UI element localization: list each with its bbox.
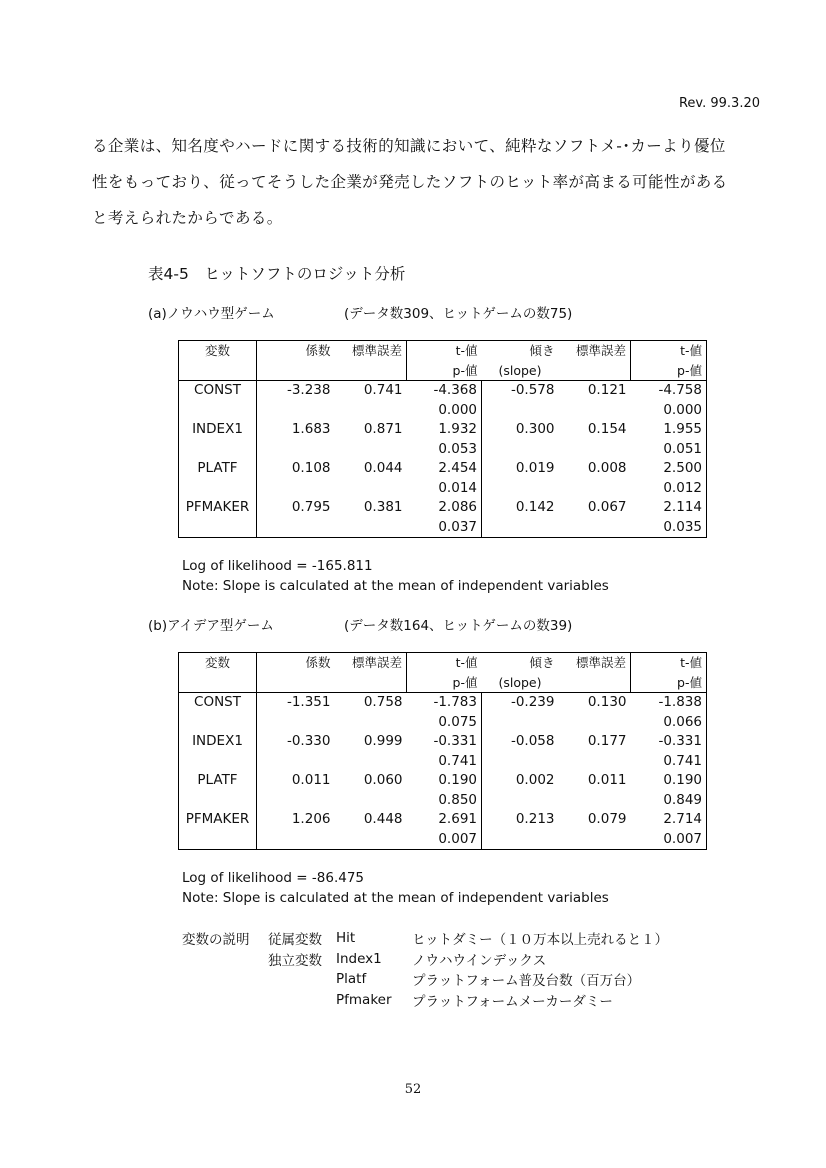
- variable-name: INDEX1: [179, 420, 257, 440]
- description-label: [182, 949, 268, 970]
- column-header: t-値: [631, 653, 707, 673]
- column-header: [559, 361, 631, 381]
- coefficient-cell: 1.206: [291, 811, 331, 827]
- slope-t-value-cell: 2.500: [663, 460, 702, 476]
- slope-std-error-cell: 0.130: [587, 694, 627, 710]
- empty-cell: [179, 440, 257, 460]
- coefficient-cell: 0.011: [291, 772, 331, 788]
- coefficient-cell: 0.108: [291, 460, 331, 476]
- column-header: [179, 673, 257, 693]
- column-header: (slope): [482, 673, 559, 693]
- page-number: 52: [404, 1082, 422, 1097]
- header-row: [179, 653, 707, 673]
- column-header: 傾き: [529, 655, 555, 670]
- empty-cell: [335, 440, 407, 460]
- column-header: p-値: [631, 361, 707, 381]
- table-title: 表4-5 ヒットソフトのロジット分析: [148, 265, 406, 283]
- table-row: [179, 771, 707, 791]
- coefficient-cell: 1.683: [291, 421, 331, 437]
- empty-cell: [257, 830, 335, 850]
- column-header: p-値: [407, 673, 482, 693]
- empty-cell: [179, 401, 257, 421]
- std-error-cell: 0.381: [363, 499, 403, 515]
- std-error-cell: 0.044: [363, 460, 403, 476]
- empty-cell: [482, 830, 559, 850]
- panel-a-note: Note: Slope is calculated at the mean of independent variables: [182, 578, 609, 594]
- panel-b-note: Note: Slope is calculated at the mean of independent variables: [182, 890, 609, 906]
- panel-a-sample: (データ数309、ヒットゲームの数75): [344, 306, 573, 322]
- panel-a-caption: (a)ノウハウ型ゲーム: [148, 306, 275, 322]
- empty-cell: [179, 791, 257, 811]
- std-error-cell: 0.871: [363, 421, 403, 437]
- panel-b-caption: (b)アイデア型ゲーム: [148, 618, 274, 634]
- table-row: [179, 459, 707, 479]
- table-row: [179, 479, 707, 499]
- column-header: [179, 361, 257, 381]
- empty-cell: [179, 479, 257, 499]
- variable-meaning: ヒットダミー（１０万本以上売れると１）: [412, 932, 669, 949]
- t-value-cell: 0.190: [438, 772, 477, 788]
- column-header: (slope): [482, 361, 559, 381]
- column-header: 変数: [179, 653, 257, 673]
- empty-cell: [559, 518, 631, 538]
- column-header: [257, 673, 335, 693]
- slope-cell: 0.002: [482, 771, 559, 791]
- column-header: t-値: [631, 341, 707, 361]
- variable-description-row: [182, 949, 668, 970]
- table-row: [179, 693, 707, 713]
- p-value-cell: 0.000: [438, 401, 477, 418]
- empty-cell: [257, 401, 335, 421]
- slope-p-value-cell: 0.051: [663, 440, 702, 457]
- variable-name: INDEX1: [179, 732, 257, 752]
- empty-cell: [179, 518, 257, 538]
- header-row: [179, 673, 707, 693]
- column-header: 変数: [179, 341, 257, 361]
- empty-cell: [257, 479, 335, 499]
- table-row: [179, 752, 707, 772]
- panel-b-loglik: Log of likelihood = -86.475: [182, 870, 364, 886]
- revision-date: Rev. 99.3.20: [678, 96, 760, 111]
- body-paragraph: [92, 128, 772, 236]
- variable-name: PFMAKER: [179, 498, 257, 518]
- empty-cell: [482, 791, 559, 811]
- slope-std-error-cell: 0.011: [587, 772, 627, 788]
- coefficient-cell: -1.351: [286, 694, 331, 710]
- column-header: t-値: [407, 341, 482, 361]
- empty-cell: [559, 752, 631, 772]
- empty-cell: [179, 752, 257, 772]
- p-value-cell: 0.850: [438, 791, 477, 808]
- slope-cell: 0.019: [482, 459, 559, 479]
- slope-cell: -0.578: [482, 381, 559, 401]
- empty-cell: [179, 830, 257, 850]
- column-header: p-値: [407, 361, 482, 381]
- empty-cell: [335, 401, 407, 421]
- column-header: 標準誤差: [575, 655, 626, 670]
- header-row: [179, 361, 707, 381]
- slope-p-value-cell: 0.741: [663, 752, 702, 769]
- table-row: [179, 791, 707, 811]
- table-row: [179, 498, 707, 518]
- variable-code: Index1: [336, 950, 382, 967]
- slope-t-value-cell: 1.955: [663, 421, 702, 437]
- table-row: [179, 713, 707, 733]
- header-row: [179, 341, 707, 361]
- column-header: p-値: [631, 673, 707, 693]
- column-header: [335, 361, 407, 381]
- column-header: 傾き: [529, 343, 555, 358]
- empty-cell: [559, 401, 631, 421]
- slope-cell: -0.239: [482, 693, 559, 713]
- p-value-cell: 0.007: [407, 830, 482, 850]
- empty-cell: [335, 791, 407, 811]
- empty-cell: [257, 518, 335, 538]
- p-value-cell: 0.014: [438, 479, 477, 496]
- empty-cell: [335, 713, 407, 733]
- panel-a-table: [178, 340, 707, 538]
- slope-std-error-cell: 0.008: [587, 460, 627, 476]
- std-error-cell: 0.060: [363, 772, 403, 788]
- variable-name: PLATF: [179, 771, 257, 791]
- slope-p-value-cell: 0.012: [663, 479, 702, 496]
- column-header: t-値: [407, 653, 482, 673]
- slope-p-value-cell: 0.035: [663, 518, 702, 535]
- slope-cell: 0.213: [482, 810, 559, 830]
- table-row: [179, 420, 707, 440]
- empty-cell: [482, 713, 559, 733]
- empty-cell: [482, 440, 559, 460]
- empty-cell: [482, 479, 559, 499]
- table-row: [179, 830, 707, 850]
- empty-cell: [559, 479, 631, 499]
- body-line: 性をもっており、従ってそうした企業が発売したソフトのヒット率が高まる可能性がある: [92, 173, 728, 191]
- variable-meaning: プラットフォームメーカーダミー: [412, 993, 613, 1010]
- variable-kind: 従属変数: [268, 932, 322, 949]
- std-error-cell: 0.741: [363, 382, 403, 398]
- column-header: 標準誤差: [575, 343, 626, 358]
- empty-cell: [257, 440, 335, 460]
- slope-p-value-cell: 0.066: [663, 713, 702, 730]
- description-label: [182, 990, 268, 1011]
- empty-cell: [335, 479, 407, 499]
- body-line: と考えられたからである。: [92, 209, 283, 227]
- column-header: 標準誤差: [351, 655, 402, 670]
- panel-a-header: [148, 302, 572, 322]
- column-header: [335, 673, 407, 693]
- column-header: 標準誤差: [351, 343, 402, 358]
- table-row: [179, 732, 707, 752]
- coefficient-cell: -0.330: [286, 733, 331, 749]
- slope-std-error-cell: 0.121: [587, 382, 627, 398]
- slope-std-error-cell: 0.067: [587, 499, 627, 515]
- empty-cell: [559, 713, 631, 733]
- description-label: 変数の説明: [182, 932, 250, 949]
- slope-p-value-cell: 0.000: [663, 401, 702, 418]
- empty-cell: [482, 401, 559, 421]
- t-value-cell: 1.932: [438, 421, 477, 437]
- t-value-cell: -4.368: [433, 382, 477, 398]
- variable-code: Platf: [336, 971, 367, 988]
- std-error-cell: 0.448: [363, 811, 403, 827]
- empty-cell: [257, 752, 335, 772]
- column-header: [257, 361, 335, 381]
- p-value-cell: 0.741: [438, 752, 477, 769]
- p-value-cell: 0.037: [407, 518, 482, 538]
- empty-cell: [559, 440, 631, 460]
- panel-b-sample: (データ数164、ヒットゲームの数39): [344, 618, 573, 634]
- t-value-cell: 2.691: [438, 811, 477, 827]
- t-value-cell: -0.331: [433, 733, 477, 749]
- variable-meaning: ノウハウインデックス: [412, 952, 547, 969]
- variable-description-row: [182, 928, 668, 949]
- slope-p-value-cell: 0.849: [663, 791, 702, 808]
- slope-cell: -0.058: [482, 732, 559, 752]
- column-header: 係数: [305, 343, 331, 358]
- slope-std-error-cell: 0.079: [587, 811, 627, 827]
- empty-cell: [257, 791, 335, 811]
- variable-code: Pfmaker: [336, 991, 392, 1008]
- panel-a-notes: [182, 556, 609, 596]
- table-row: [179, 518, 707, 538]
- variable-kind: 独立変数: [268, 952, 322, 969]
- slope-cell: 0.142: [482, 498, 559, 518]
- slope-cell: 0.300: [482, 420, 559, 440]
- variable-code: Hit: [336, 930, 356, 947]
- variable-kind: [268, 969, 336, 990]
- slope-p-value-cell: 0.007: [663, 830, 702, 847]
- empty-cell: [559, 791, 631, 811]
- variable-description-row: [182, 990, 668, 1011]
- variable-name: CONST: [179, 381, 257, 401]
- coefficient-cell: 0.795: [291, 499, 331, 515]
- p-value-cell: 0.075: [438, 713, 477, 730]
- table-row: [179, 401, 707, 421]
- description-label: [182, 969, 268, 990]
- empty-cell: [335, 830, 407, 850]
- empty-cell: [335, 752, 407, 772]
- variable-descriptions: [182, 928, 668, 1010]
- empty-cell: [179, 713, 257, 733]
- t-value-cell: 2.086: [438, 499, 477, 515]
- slope-t-value-cell: 0.190: [663, 772, 702, 788]
- table-row: [179, 810, 707, 830]
- slope-t-value-cell: 2.714: [663, 811, 702, 827]
- column-header: 係数: [305, 655, 331, 670]
- std-error-cell: 0.758: [363, 694, 403, 710]
- table-row: [179, 381, 707, 401]
- p-value-cell: 0.053: [438, 440, 477, 457]
- variable-name: PLATF: [179, 459, 257, 479]
- slope-t-value-cell: 2.114: [663, 499, 702, 515]
- empty-cell: [482, 518, 559, 538]
- t-value-cell: 2.454: [438, 460, 477, 476]
- empty-cell: [559, 830, 631, 850]
- table-row: [179, 440, 707, 460]
- variable-name: CONST: [179, 693, 257, 713]
- variable-meaning: プラットフォーム普及台数（百万台）: [412, 973, 641, 990]
- variable-kind: [268, 990, 336, 1011]
- panel-b-table: [178, 652, 707, 850]
- empty-cell: [335, 518, 407, 538]
- variable-name: PFMAKER: [179, 810, 257, 830]
- body-line: る企業は、知名度やハードに関する技術的知識において、純粋なソフトメ-･カーより優位: [92, 137, 726, 155]
- coefficient-cell: -3.238: [286, 382, 331, 398]
- empty-cell: [257, 713, 335, 733]
- slope-t-value-cell: -4.758: [658, 382, 702, 398]
- slope-t-value-cell: -1.838: [658, 694, 702, 710]
- panel-a-loglik: Log of likelihood = -165.811: [182, 558, 373, 574]
- std-error-cell: 0.999: [363, 733, 403, 749]
- t-value-cell: -1.783: [433, 694, 477, 710]
- slope-t-value-cell: -0.331: [658, 733, 702, 749]
- column-header: [559, 673, 631, 693]
- empty-cell: [482, 752, 559, 772]
- slope-std-error-cell: 0.177: [587, 733, 627, 749]
- panel-b-header: [148, 614, 572, 634]
- slope-std-error-cell: 0.154: [587, 421, 627, 437]
- panel-b-notes: [182, 868, 609, 908]
- variable-description-row: [182, 969, 668, 990]
